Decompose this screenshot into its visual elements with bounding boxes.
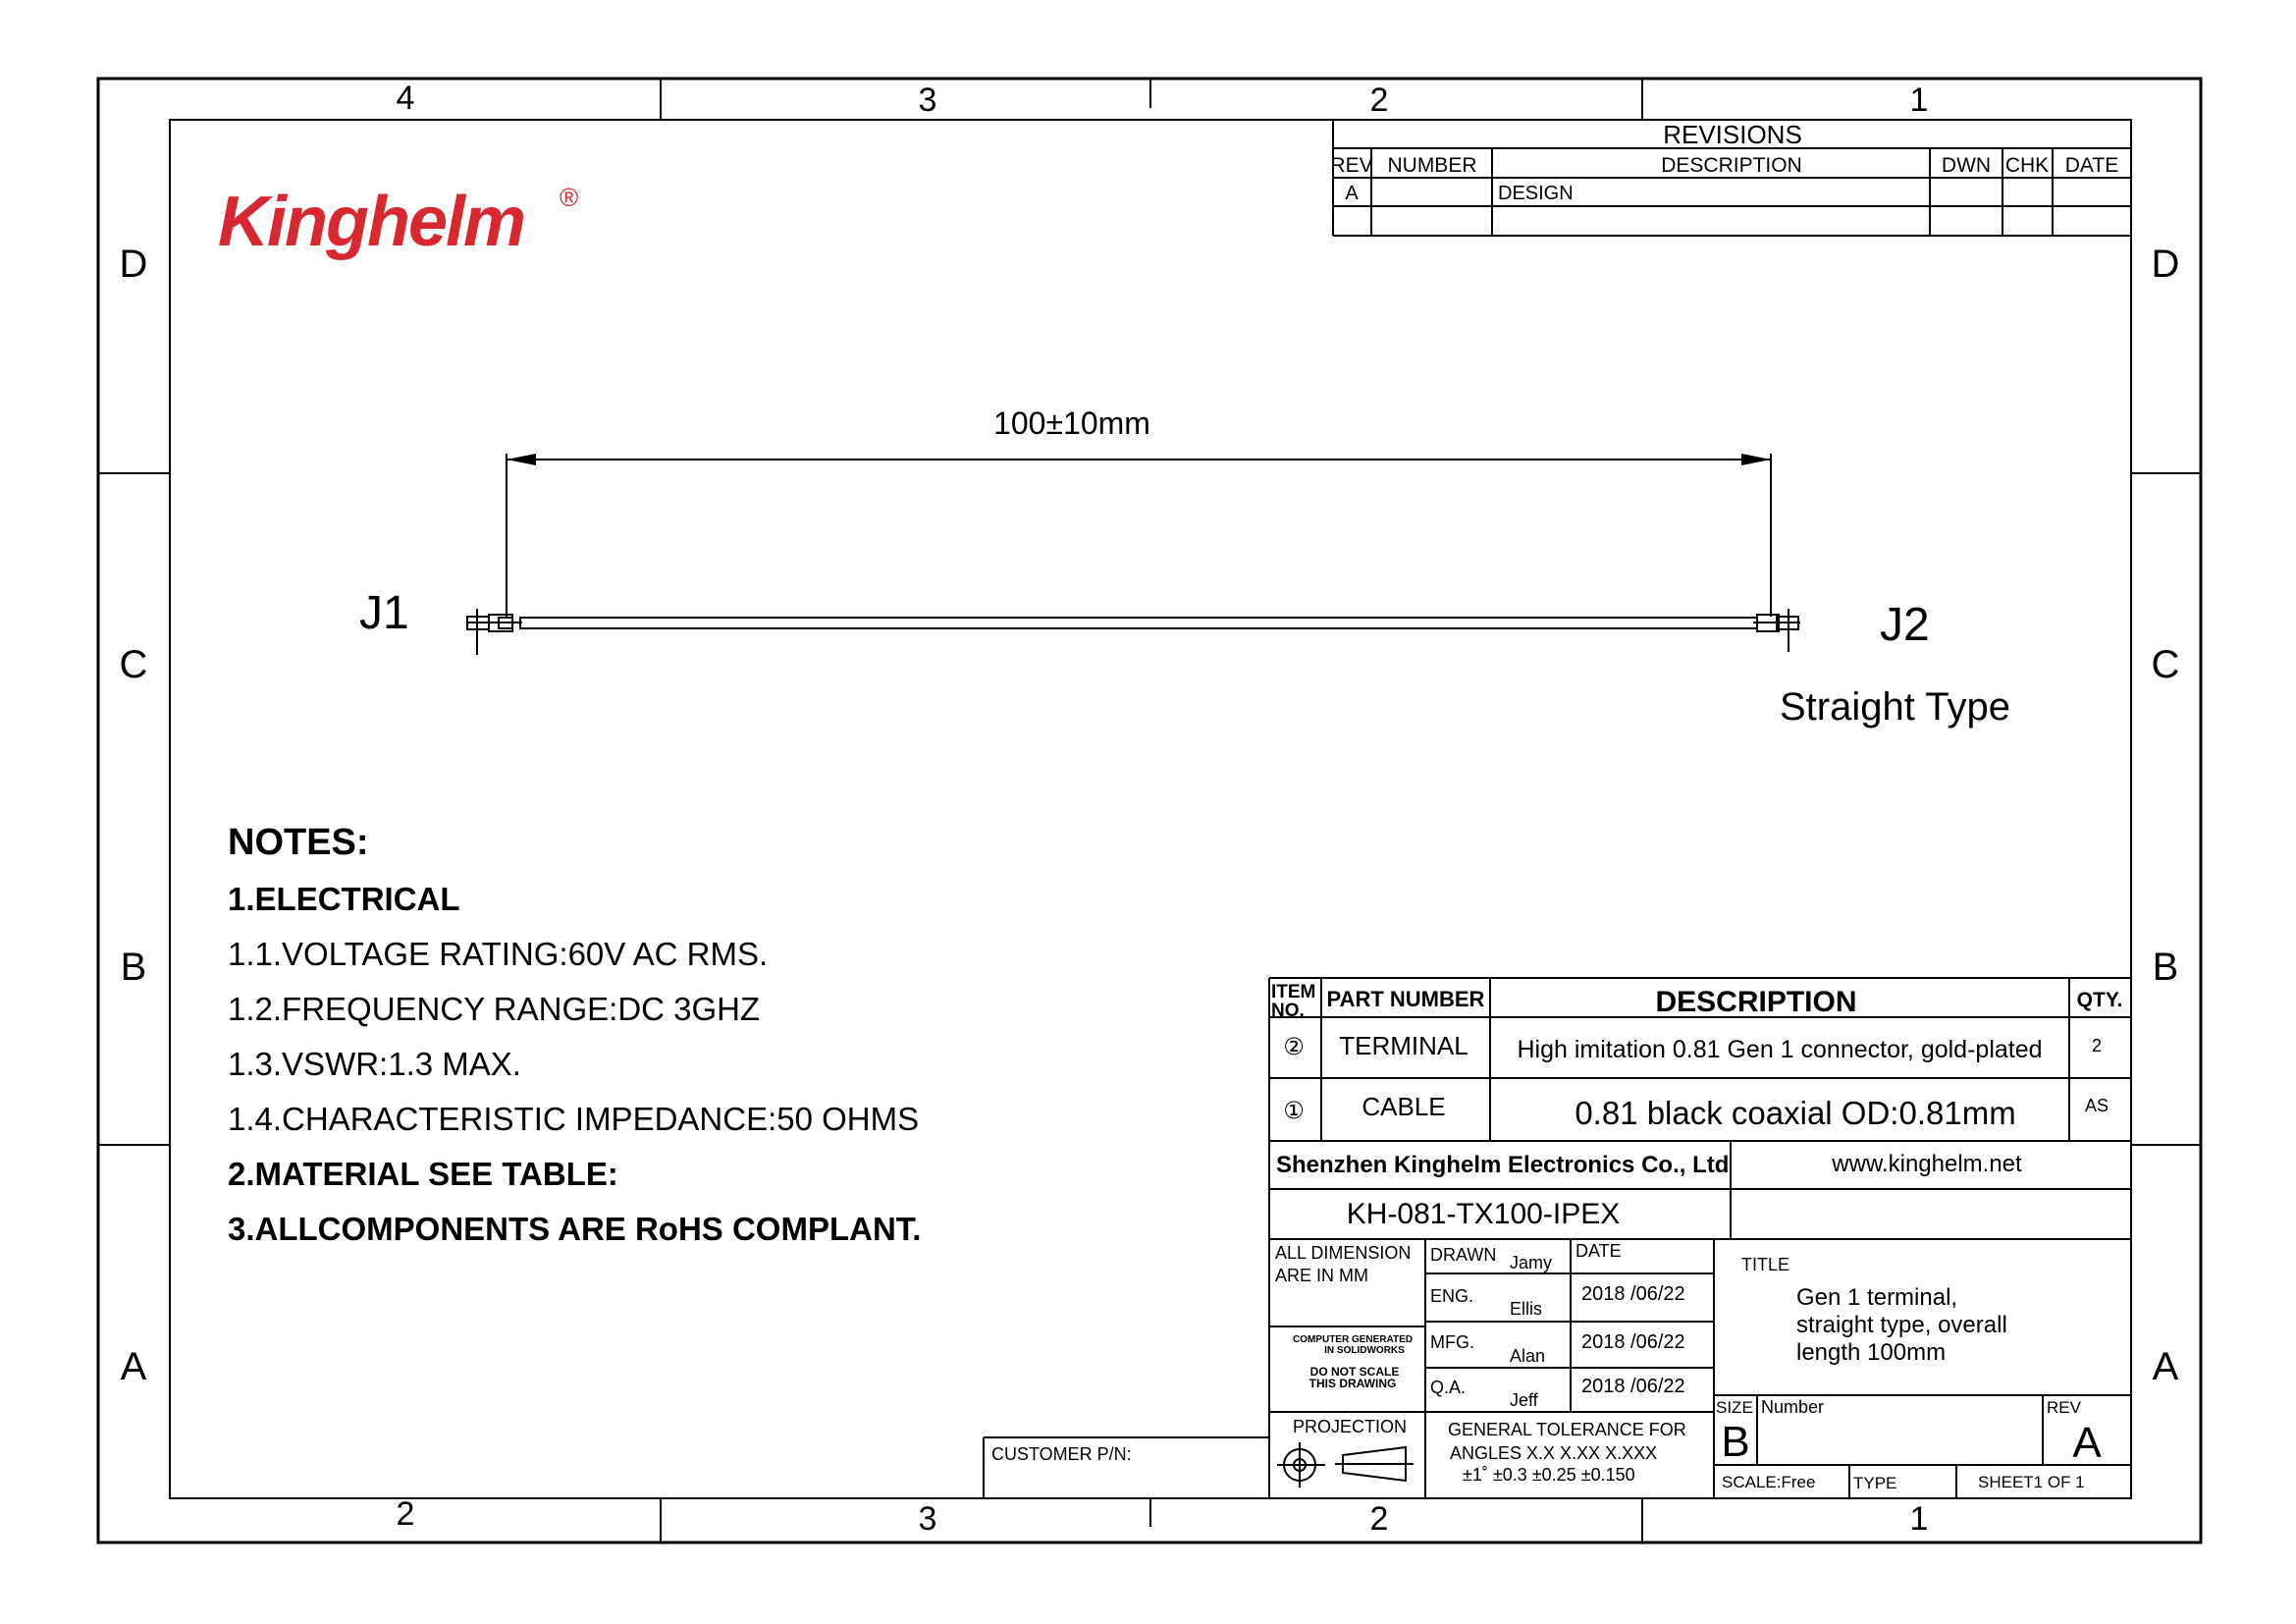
bom-row-2-part: CABLE — [1362, 1092, 1446, 1121]
zone-row-right-c: C — [2151, 643, 2180, 686]
bom-row-2-qty: AS — [2084, 1096, 2109, 1115]
bom-row-1-part: TERMINAL — [1339, 1031, 1468, 1060]
eng-date: 2018 /06/22 — [1581, 1283, 1685, 1305]
drawn-name: Jamy — [1510, 1253, 1553, 1272]
notes-section — [228, 822, 921, 1247]
all-dimension-line-2: ARE IN MM — [1275, 1266, 1369, 1285]
zone-row-left-d: D — [119, 243, 148, 286]
dimension-arrow-left — [507, 454, 536, 465]
drawing-part-number: KH-081-TX100-IPEX — [1346, 1198, 1621, 1230]
third-angle-projection-icon — [1277, 1442, 1414, 1488]
note-line-2: 1.1.VOLTAGE RATING:60V AC RMS. — [228, 936, 769, 972]
mfg-date: 2018 /06/22 — [1581, 1331, 1685, 1353]
size-label: SIZE — [1716, 1398, 1753, 1417]
drawn-label: DRAWN — [1430, 1245, 1497, 1265]
dimension-arrow-right — [1741, 454, 1771, 465]
bom-row-2-description: 0.81 black coaxial OD:0.81mm — [1575, 1095, 2016, 1131]
zone-row-right-d: D — [2151, 243, 2180, 286]
type-label: Straight Type — [1780, 685, 2010, 729]
company-website: www.kinghelm.net — [1832, 1151, 2022, 1177]
title-line-3: length 100mm — [1796, 1339, 1947, 1366]
bom-header-description: DESCRIPTION — [1655, 986, 1857, 1018]
bom-header-qty: QTY. — [2076, 989, 2123, 1011]
customer-pn-label: CUSTOMER P/N: — [991, 1444, 1132, 1464]
computer-generated-line-1: COMPUTER GENERATED — [1292, 1334, 1414, 1345]
sheet-label: SHEET1 OF 1 — [1978, 1473, 2085, 1491]
rev-row-1-description: DESIGN — [1498, 183, 1574, 204]
rev-value: A — [2072, 1419, 2102, 1467]
rev-label: REV — [2047, 1398, 2081, 1417]
number-label: Number — [1761, 1397, 1825, 1417]
date-label: DATE — [1575, 1241, 1622, 1261]
rev-header-number: NUMBER — [1387, 154, 1477, 177]
note-line-7: 3.ALLCOMPONENTS ARE RoHS COMPLANT. — [228, 1211, 922, 1247]
zone-row-left-b: B — [120, 946, 147, 989]
rev-header-date: DATE — [2064, 154, 2119, 177]
notes-heading: NOTES: — [228, 822, 369, 863]
rev-row-1-rev: A — [1345, 183, 1359, 204]
kinghelm-logo — [218, 183, 578, 261]
logo-text: Kinghelm — [218, 183, 525, 261]
projection-label: PROJECTION — [1292, 1417, 1408, 1436]
tolerance-line-1: GENERAL TOLERANCE FOR — [1448, 1420, 1686, 1439]
zone-row-right-a: A — [2152, 1345, 2179, 1388]
zone-col-bottom-3: 3 — [918, 1500, 937, 1538]
zone-col-bottom-4: 2 — [396, 1495, 415, 1533]
zone-col-top-1: 1 — [1909, 81, 1929, 119]
rev-header-chk: CHK — [2004, 154, 2050, 177]
note-line-3: 1.2.FREQUENCY RANGE:DC 3GHZ — [228, 991, 761, 1027]
rev-header-dwn: DWN — [1941, 154, 1992, 177]
zone-col-top-4: 4 — [396, 80, 415, 117]
size-value: B — [1721, 1418, 1750, 1466]
zone-col-bottom-2: 2 — [1369, 1500, 1389, 1538]
title-block — [984, 1141, 2131, 1498]
bom-header-no: NO. — [1271, 1001, 1305, 1021]
rev-header-rev: REV — [1330, 154, 1373, 177]
title-label: TITLE — [1741, 1255, 1790, 1274]
connector-j2-label: J2 — [1880, 599, 1930, 651]
note-line-6: 2.MATERIAL SEE TABLE: — [228, 1156, 618, 1192]
note-line-5: 1.4.CHARACTERISTIC IMPEDANCE:50 OHMS — [228, 1101, 920, 1137]
note-line-4: 1.3.VSWR:1.3 MAX. — [228, 1046, 521, 1082]
connector-j2 — [1753, 609, 1800, 652]
eng-name: Ellis — [1510, 1299, 1543, 1319]
rev-header-description: DESCRIPTION — [1661, 154, 1802, 177]
bom-header-part-number: PART NUMBER — [1326, 987, 1485, 1011]
revisions-title: REVISIONS — [1663, 120, 1802, 149]
connector-j1-label: J1 — [359, 587, 409, 639]
bom-row-1-qty: 2 — [2091, 1036, 2103, 1056]
zone-col-top-2: 2 — [1369, 81, 1389, 119]
coaxial-cable — [520, 618, 1757, 628]
note-line-1: 1.ELECTRICAL — [228, 881, 460, 917]
tolerance-line-3: ±1˚ ±0.3 ±0.25 ±0.150 — [1463, 1465, 1635, 1485]
title-line-1: Gen 1 terminal, — [1796, 1284, 1958, 1311]
revisions-table — [1330, 120, 2131, 236]
mfg-name: Alan — [1510, 1346, 1546, 1366]
dimension-label: 100±10mm — [993, 406, 1150, 441]
bom-header-item: ITEM — [1271, 982, 1316, 1002]
type-label-block: TYPE — [1853, 1474, 1897, 1492]
zone-row-left-c: C — [119, 643, 148, 686]
bom-row-1-item: ② — [1283, 1034, 1305, 1060]
do-not-scale-line-1: DO NOT SCALE — [1309, 1365, 1400, 1379]
bom-row-1-description: High imitation 0.81 Gen 1 connector, gold-plated — [1517, 1036, 2043, 1063]
dimension-annotation — [507, 406, 1771, 617]
scale-label: SCALE:Free — [1722, 1473, 1816, 1491]
eng-label: ENG. — [1430, 1286, 1474, 1306]
computer-generated-line-2: IN SOLIDWORKS — [1324, 1345, 1405, 1356]
do-not-scale-line-2: THIS DRAWING — [1308, 1377, 1397, 1390]
tolerance-line-2: ANGLES X.X X.XX X.XXX — [1450, 1443, 1658, 1463]
zone-col-top-3: 3 — [918, 81, 937, 119]
qa-date: 2018 /06/22 — [1581, 1376, 1685, 1397]
zone-row-left-a: A — [120, 1345, 147, 1388]
zone-row-right-b: B — [2152, 946, 2179, 989]
logo-registered-mark: ® — [560, 183, 579, 212]
company-name: Shenzhen Kinghelm Electronics Co., Ltd — [1276, 1152, 1730, 1178]
bom-row-2-item: ① — [1283, 1098, 1305, 1124]
all-dimension-line-1: ALL DIMENSION — [1275, 1243, 1412, 1263]
zone-col-bottom-1: 1 — [1909, 1500, 1929, 1538]
qa-name: Jeff — [1510, 1390, 1538, 1410]
cable-assembly — [359, 587, 2010, 729]
qa-label: Q.A. — [1430, 1378, 1467, 1397]
connector-j1 — [467, 609, 522, 655]
mfg-label: MFG. — [1430, 1332, 1474, 1352]
title-line-2: straight type, overall — [1796, 1312, 2007, 1338]
